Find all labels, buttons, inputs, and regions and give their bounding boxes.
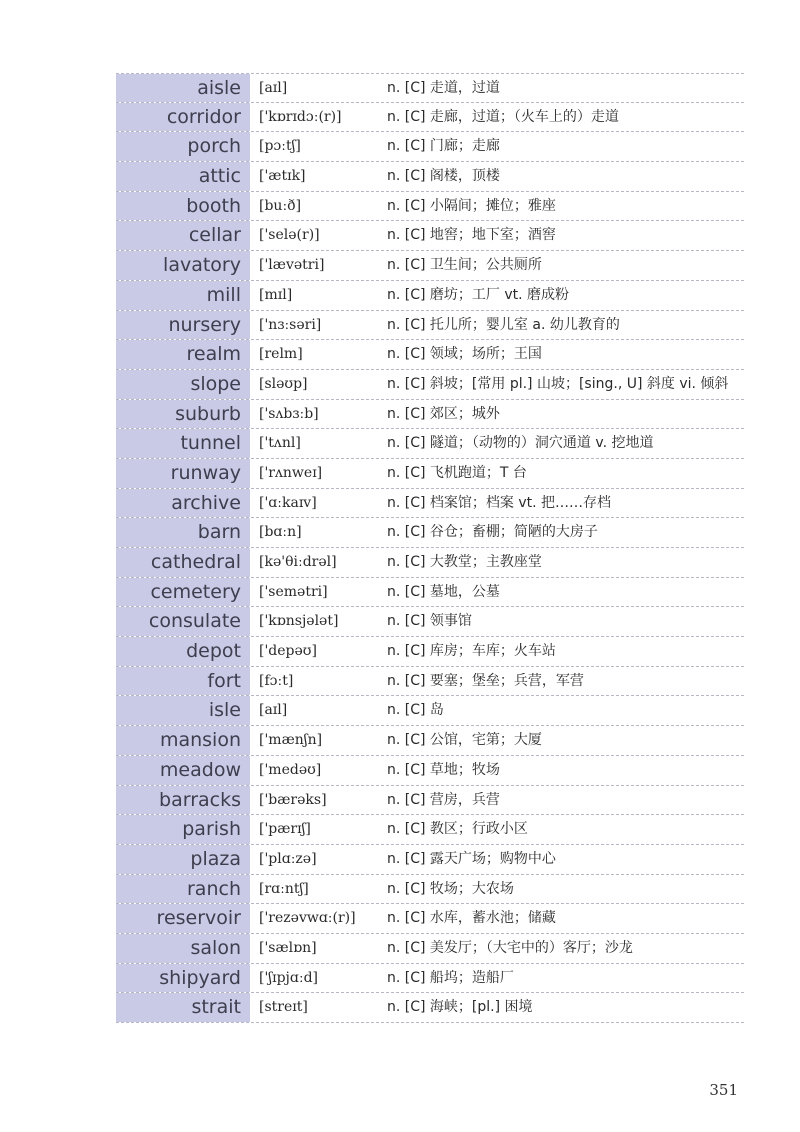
vocab-phonetic: [mɪl] [259, 286, 293, 303]
vocab-row [116, 221, 744, 251]
vocab-row [116, 518, 744, 548]
vocab-phonetic: [streɪt] [259, 999, 308, 1016]
vocab-phonetic: [relm] [259, 346, 303, 363]
vocab-phonetic: ['rezəvwɑː(r)] [259, 910, 356, 927]
vocab-word: booth [116, 192, 250, 221]
vocab-definition: n. [C] 岛 [387, 702, 444, 719]
vocab-definition: n. [C] 谷仓；畜棚；简陋的大房子 [387, 524, 598, 541]
vocab-definition: n. [C] 牧场；大农场 [387, 880, 514, 897]
vocab-word: lavatory [116, 251, 250, 280]
vocab-word: shipyard [116, 964, 250, 993]
vocab-phonetic: ['ʃɪpjɑːd] [259, 969, 318, 986]
vocab-word: realm [116, 340, 250, 369]
vocab-definition: n. [C] 卫生间；公共厕所 [387, 257, 542, 274]
vocab-definition: n. [C] 走道，过道 [387, 80, 500, 96]
vocab-row [116, 904, 744, 934]
vocab-word: depot [116, 637, 250, 666]
vocab-phonetic: [fɔːt] [259, 672, 294, 689]
vocab-definition: n. [C] 公馆，宅第；大厦 [387, 732, 542, 749]
vocab-row [116, 251, 744, 281]
vocab-word: corridor [116, 103, 250, 132]
vocab-definition: n. [C] 斜坡；[常用 pl.] 山坡；[sing., U] 斜度 vi. 倾斜 [387, 375, 729, 392]
vocab-word: ranch [116, 875, 250, 904]
vocab-definition: n. [C] 阁楼，顶楼 [387, 168, 500, 185]
vocab-phonetic: ['depəʊ] [259, 643, 317, 660]
vocab-row [116, 756, 744, 786]
vocab-definition: n. [C] 露天广场；购物中心 [387, 850, 556, 867]
vocab-row [116, 667, 744, 697]
vocab-row [116, 637, 744, 667]
vocab-word: barracks [116, 786, 250, 815]
vocab-row [116, 696, 744, 726]
vocab-word: slope [116, 370, 250, 399]
vocab-definition: n. [C] 飞机跑道；T 台 [387, 464, 527, 481]
vocab-row [116, 73, 744, 103]
vocab-phonetic: ['ætɪk] [259, 168, 306, 185]
vocab-row [116, 578, 744, 608]
vocab-definition: n. [C] 托儿所；婴儿室 a. 幼儿教育的 [387, 316, 620, 333]
vocab-row [116, 934, 744, 964]
vocab-word: runway [116, 459, 250, 488]
vocab-phonetic: ['sælɒn] [259, 939, 317, 956]
vocab-word: mill [116, 281, 250, 310]
vocab-word: reservoir [116, 904, 250, 933]
vocab-word: attic [116, 162, 250, 191]
vocab-definition: n. [C] 美发厅；（大宅中的）客厅；沙龙 [387, 939, 633, 956]
vocab-definition: n. [C] 领域；场所；王国 [387, 346, 542, 363]
vocab-definition: n. [C] 库房；车库；火车站 [387, 643, 556, 660]
vocab-phonetic: ['pærɪʃ] [259, 821, 311, 838]
vocab-word: strait [116, 993, 250, 1022]
vocab-phonetic: ['mænʃn] [259, 732, 323, 749]
vocab-phonetic: ['medəʊ] [259, 761, 322, 778]
vocab-definition: n. [C] 营房，兵营 [387, 791, 500, 808]
vocab-definition: n. [C] 船坞；造船厂 [387, 969, 514, 986]
vocab-row [116, 311, 744, 341]
vocab-row [116, 548, 744, 578]
vocab-word: archive [116, 489, 250, 518]
vocab-phonetic: ['rʌnweɪ] [259, 464, 323, 481]
vocab-row [116, 281, 744, 311]
vocab-phonetic: ['lævətri] [259, 257, 325, 274]
vocab-phonetic: ['kɒnsjələt] [259, 613, 339, 630]
vocab-row [116, 875, 744, 905]
vocab-word: isle [116, 696, 250, 725]
vocab-phonetic: ['sʌbɜːb] [259, 405, 319, 422]
vocab-definition: n. [C] 要塞；堡垒；兵营，军营 [387, 672, 584, 689]
vocab-phonetic: ['kɒrɪdɔː(r)] [259, 108, 342, 125]
vocab-row [116, 103, 744, 133]
vocab-phonetic: ['bærəks] [259, 791, 327, 808]
vocab-definition: n. [C] 教区；行政小区 [387, 821, 528, 838]
vocab-word: plaza [116, 845, 250, 874]
vocab-word: aisle [116, 74, 250, 102]
vocab-definition: n. [C] 郊区；城外 [387, 405, 500, 422]
vocab-table [116, 73, 744, 1023]
vocab-word: tunnel [116, 429, 250, 458]
vocab-row [116, 459, 744, 489]
vocab-row [116, 132, 744, 162]
vocab-phonetic: [sləʊp] [259, 375, 308, 392]
vocab-row [116, 370, 744, 400]
vocab-row [116, 192, 744, 222]
vocab-definition: n. [C] 大教堂；主教座堂 [387, 554, 542, 570]
vocab-definition: n. [C] 磨坊；工厂 vt. 磨成粉 [387, 286, 570, 303]
vocab-row [116, 429, 744, 459]
vocab-definition: n. [C] 档案馆；档案 vt. 把……存档 [387, 494, 612, 511]
vocab-phonetic: [pɔːtʃ] [259, 138, 301, 155]
vocab-phonetic: ['selə(r)] [259, 227, 320, 244]
vocab-word: parish [116, 815, 250, 844]
vocab-word: mansion [116, 726, 250, 755]
vocab-row [116, 815, 744, 845]
vocab-row [116, 607, 744, 637]
vocab-word: cellar [116, 221, 250, 250]
vocab-definition: n. [C] 海峡；[pl.] 困境 [387, 999, 533, 1016]
vocab-phonetic: [kə'θiːdrəl] [259, 554, 337, 570]
vocab-word: nursery [116, 311, 250, 340]
vocab-phonetic: ['plɑːzə] [259, 850, 317, 867]
vocab-phonetic: [aɪl] [259, 702, 288, 719]
vocab-row [116, 162, 744, 192]
vocab-phonetic: ['ɑːkaɪv] [259, 494, 317, 511]
vocab-phonetic: [aɪl] [259, 80, 288, 96]
vocab-definition: n. [C] 草地；牧场 [387, 761, 500, 778]
page-number: 351 [709, 1081, 738, 1099]
vocab-word: consulate [116, 607, 250, 636]
vocab-definition: n. [C] 领事馆 [387, 613, 472, 630]
vocab-phonetic: ['semətri] [259, 583, 328, 600]
vocab-word: salon [116, 934, 250, 963]
vocab-definition: n. [C] 墓地，公墓 [387, 583, 500, 600]
vocab-phonetic: [bɑːn] [259, 524, 302, 541]
vocab-word: porch [116, 132, 250, 161]
vocab-row [116, 993, 744, 1023]
vocab-word: suburb [116, 400, 250, 429]
vocab-row [116, 340, 744, 370]
vocab-phonetic: [rɑːntʃ] [259, 880, 309, 897]
vocab-word: fort [116, 667, 250, 696]
vocab-phonetic: ['nɜːsəri] [259, 316, 322, 333]
vocab-definition: n. [C] 门廊；走廊 [387, 138, 500, 155]
vocab-word: barn [116, 518, 250, 547]
vocab-definition: n. [C] 走廊，过道；（火车上的）走道 [387, 108, 619, 125]
vocab-word: meadow [116, 756, 250, 785]
vocab-row [116, 489, 744, 519]
vocab-definition: n. [C] 小隔间；摊位；雅座 [387, 197, 556, 214]
vocab-definition: n. [C] 地窖；地下室；酒窖 [387, 227, 556, 244]
vocab-phonetic: [buːð] [259, 197, 302, 214]
vocab-row [116, 964, 744, 994]
vocab-word: cemetery [116, 578, 250, 607]
vocab-definition: n. [C] 隧道；（动物的）洞穴通道 v. 挖地道 [387, 435, 654, 452]
vocab-row [116, 400, 744, 430]
vocab-phonetic: ['tʌnl] [259, 435, 301, 452]
vocab-row [116, 726, 744, 756]
vocab-definition: n. [C] 水库，蓄水池；储藏 [387, 910, 556, 927]
vocab-row [116, 786, 744, 816]
vocab-row [116, 845, 744, 875]
vocab-word: cathedral [116, 548, 250, 577]
